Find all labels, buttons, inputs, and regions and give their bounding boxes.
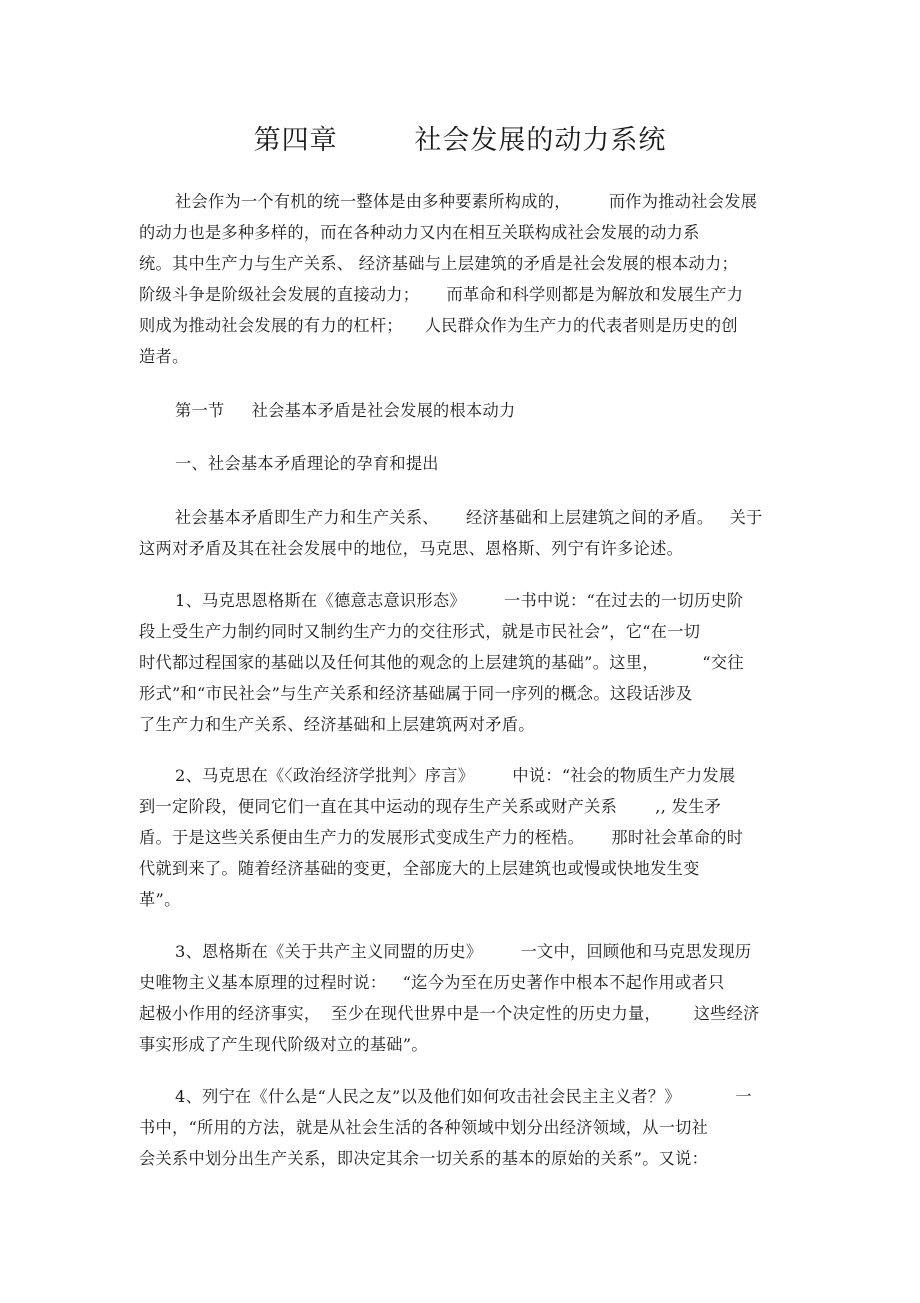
text-line: 则成为推动社会发展的有力的杠杆； 人民群众作为生产力的代表者则是历史的创 xyxy=(139,316,738,335)
text-line: 革”。 xyxy=(139,890,181,909)
text-line: 事实形成了产生现代阶级对立的基础”。 xyxy=(139,1035,428,1054)
text-line: 段上受生产力制约同时又制约生产力的交往形式，就是市民社会”，它“在一切 xyxy=(139,622,701,641)
chapter-title: 第四章 社会发展的动力系统 xyxy=(253,125,667,156)
text-line: 会关系中划分出生产关系，即决定其余一切关系的基本的原始的关系”。又说： xyxy=(139,1149,709,1168)
text-line: 了生产力和生产关系、经济基础和上层建筑两对矛盾。 xyxy=(139,715,535,734)
text-line: 阶级斗争是阶级社会发展的直接动力； 而革命和科学则都是为解放和发展生产力 xyxy=(139,285,744,304)
text-line: 这两对矛盾及其在社会发展中的地位，马克思、恩格斯、列宁有许多论述。 xyxy=(139,539,684,558)
text-line: 统。其中生产力与生产关系、 经济基础与上层建筑的矛盾是社会发展的根本动力； xyxy=(139,254,738,273)
subsection-title: 一、社会基本矛盾理论的孕育和提出 xyxy=(175,454,439,473)
text-line: 形式”和“市民社会”与生产关系和经济基础属于同一序列的概念。这段话涉及 xyxy=(139,684,693,703)
text-line: 1、马克思恩格斯在《德意志意识形态》 一书中说：“在过去的一切历史阶 xyxy=(175,591,744,610)
text-line: 史唯物主义基本原理的过程时说： “迄今为至在历史著作中根本不起作用或者只 xyxy=(139,973,725,992)
text-line: 代就到来了。随着经济基础的变更，全部庞大的上层建筑也或慢或快地发生变 xyxy=(139,859,700,878)
text-line: 的动力也是多种多样的，而在各种动力又内在相互关联构成社会发展的动力系 xyxy=(139,223,700,242)
text-line: 2、马克思在《〈政治经济学批判〉序言》 中说：“社会的物质生产力发展 xyxy=(175,766,736,785)
text-line: 起极小作用的经济事实， 至少在现代世界中是一个决定性的历史力量， 这些经济 xyxy=(139,1004,760,1023)
text-line: 造者。 xyxy=(139,347,189,366)
text-line: 时代都过程国家的基础以及任何其他的观念的上层建筑的基础”。这里， “交往 xyxy=(139,653,744,672)
text-line: 书中，“所用的方法，就是从社会生活的各种领域中划分出经济领域，从一切社 xyxy=(139,1118,709,1137)
text-line: 3、恩格斯在《关于共产主义同盟的历史》 一文中，回顾他和马克思发现历 xyxy=(175,942,752,961)
text-line: 社会作为一个有机的统一整体是由多种要素所构成的， 而作为推动社会发展 xyxy=(175,192,758,211)
text-line: 盾。于是这些关系便由生产力的发展形式变成生产力的桎梏。 那时社会革命的时 xyxy=(139,828,744,847)
text-line: 到一定阶段，便同它们一直在其中运动的现存生产关系或财产关系 ,, 发生矛 xyxy=(139,797,722,816)
section-title: 第一节 社会基本矛盾是社会发展的根本动力 xyxy=(175,401,516,420)
text-line: 4、列宁在《什么是“人民之友”以及他们如何攻击社会民主主义者？》 一 xyxy=(175,1087,752,1106)
text-line: 社会基本矛盾即生产力和生产关系、 经济基础和上层建筑之间的矛盾。 关于 xyxy=(175,508,763,527)
